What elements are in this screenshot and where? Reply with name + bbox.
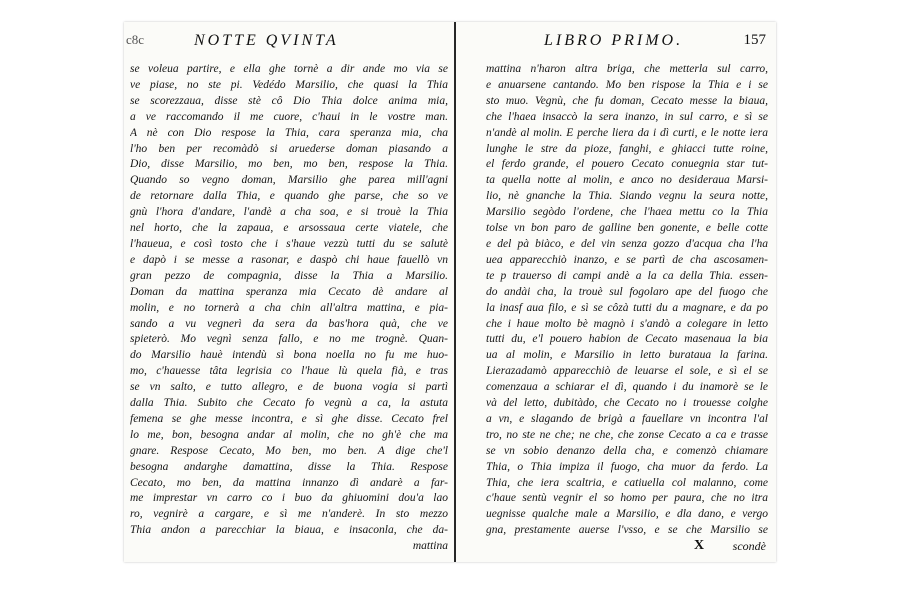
text-line: e dapò i se messe a rasonar, e daspò chi haue fauellò vn [130, 253, 448, 266]
text-line: femena se ghe messe incontra, e sì ghe disse. Cecato frel [130, 412, 448, 425]
text-line: me imprestar vn carro co i buo da ghiuomini dou'a lao [130, 492, 448, 505]
text-line: de retornare dalla Thia, e quando ghe parse, che so ve [130, 190, 448, 203]
left-page-text [130, 62, 448, 555]
text-line: lunghe le stre da pioze, fanghi, e ghiacci tutte roine, [486, 142, 768, 155]
text-line: te p trauerso di campi andè a la ca della Thia. essen- [486, 269, 768, 282]
text-line: spieterò. Mo vegnì senza fallo, e no me trognè. Quan- [130, 333, 448, 346]
text-line: Cecato, mo ben, da mattina innanzo dì andarè a far- [130, 476, 448, 489]
text-line: và del letto, dubitàdo, che Cecato no i trouesse colghe [486, 397, 768, 410]
text-line: mo, c'hauesse tâta legrisia co l'haue lù quela fià, e tras [130, 365, 448, 378]
text-line: e anuarsene cantando. Mo ben rispose la Thia e i se [486, 78, 768, 91]
text-line: tutti du, e'l pouero habion de Cecato masenaua la bia [486, 333, 768, 346]
text-line: molin, e no tornerà a cha chin all'altra mattina, e pia- [130, 301, 448, 314]
text-line: uea apparecchiò inanzo, e se partì de cha ascosamen- [486, 253, 768, 266]
text-line: se vn sobio denanzo della cha, e comenzò chiamare [486, 444, 768, 457]
text-line: Doman da mattina speranza mia Cecato dè andare al [130, 285, 448, 298]
text-line: c'haue sentù vegnir el so homo per paura, che no itra [486, 492, 768, 505]
text-line: ve piase, no ste pi. Vedédo Marsilio, che quasi la Thia [130, 78, 448, 91]
text-line: se voleua partire, e ella ghe tornè a dir ande mo via se [130, 63, 448, 75]
text-line: a ve raccomando il me cuore, c'haui in le vostre man. [130, 110, 448, 123]
right-page-text [486, 62, 768, 539]
text-line: ta quella notte al molin, e anco no desideraua Marsi- [486, 174, 768, 187]
signature-mark: X [694, 538, 705, 553]
text-line: tolse vn bon paro de galline ben gonente, e belle cotte [486, 222, 768, 235]
text-line: gna, prestamente auerse l'vsso, e se che Marsilio se [486, 524, 768, 537]
catchword: scondè [732, 539, 766, 553]
text-line: A nè con Dio respose la Thia, cara speranza mia, cha [130, 126, 448, 139]
text-line: l'ho ben per recomàdò si aruederse doman piasando a [130, 142, 448, 155]
text-line: Thia andon a parecchiar la biaua, e insaconla, che da- [130, 524, 448, 537]
text-line: gnù l'hora d'andare, l'andè a cha soa, e si trouè la Thia [130, 206, 448, 219]
text-line: uegnisse qualche male a Marsilio, e dla dano, e vergo [486, 508, 768, 521]
text-line: se scorezzaua, disse stè cô Dio Thia dolce anima mia, [130, 94, 448, 107]
text-line: ro, vegnirè a cargare, e sì me n'anderè. In sto mezzo [130, 508, 448, 521]
text-line: lo me, bon, besogna andar al molin, che no gh'è che ma [130, 428, 448, 441]
running-head-right: LIBRO PRIMO. [544, 32, 684, 49]
text-line: Thia, che iera scaltria, e catiuella col malanno, come [486, 476, 768, 489]
text-line: se vn salto, e tutto allegro, e de buona vogia si partì [130, 381, 448, 394]
right-page [456, 22, 776, 562]
text-line: dalla Thia. Subito che Cecato fo vegnù a ca, la astuta [130, 397, 448, 410]
text-line: tro, no ste ne che; ne che, che zonse Cecato a ca e trasse [486, 428, 768, 441]
text-line: la inasf aua filo, e sì se côzà tutti du a magnare, e da po [486, 301, 768, 314]
text-line: Marsilio segòdo l'ordene, che l'haea mettu co la Thia [486, 206, 768, 219]
text-line: comenzaua a schiarar el dì, quando i du inamorè se le [486, 381, 768, 394]
text-line: el ferdo grande, el pouero Cecato conuegnia star tut- [486, 158, 768, 171]
text-line: sto muo. Vegnù, che fu doman, Cecato messe la biaua, [486, 94, 768, 107]
text-line: n'andè al molin. E perche liera da i dì curti, e le notte iera [486, 126, 768, 139]
text-line: mattina n'haron altra briga, che metterla sul carro, [486, 63, 768, 75]
text-line: a vn, e slagando de brigà a fauellare vn incontra l'al [486, 412, 768, 425]
text-line: Dio, disse Marsilio, mo ben, mo ben, respose la Thia. [130, 158, 448, 171]
text-line: ua al molin, e Marsilio in letto burataua la farina. [486, 349, 768, 362]
text-line: gran pezzo de compagnia, disse la Thia a Marsilio. [130, 269, 448, 282]
text-line: che i haue molto bè magnò i s'andò a colegare in letto [486, 317, 768, 330]
running-head-left: NOTTE QVINTA [194, 32, 339, 49]
page-number: 157 [743, 32, 766, 48]
text-line: l'haueua, e così tosto che i s'haue vezzù tutti du se salutè [130, 237, 448, 250]
text-line: Thia, o Thia impiza il fuogo, cha muor da ferdo. La [486, 460, 768, 473]
text-line: e del pà biàco, e del vin senza gozzo d'acqua cha l'ha [486, 237, 768, 250]
text-line: do andài cha, la trouè sul fogolaro ape del fuogo che [486, 285, 768, 298]
text-line: do Marsilio hauè intendù sì bona noella no fu me huo- [130, 349, 448, 362]
text-line: lio, nè gnanche la Thia. Siando vegnu la seura notte, [486, 190, 768, 203]
text-line: sando a vu vegnerì da sera da bas'hora quà, che ve [130, 317, 448, 330]
text-line: che l'haea insaccò la sera inanzo, in sul carro, e sì se [486, 110, 768, 123]
text-line: Quando so vegno doman, Marsilio ghe parea mill'agni [130, 174, 448, 187]
text-line: besogna andarghe damattina, disse la Thia. Respose [130, 460, 448, 473]
text-line: mattina [412, 540, 448, 553]
corner-mark: c8c [126, 32, 145, 47]
left-page [124, 22, 456, 562]
text-line: nel horto, che la zapaua, e arsossaua certe viatele, che [130, 222, 448, 235]
text-line: Lierazadamò apparecchiò de leuarse el sole, e sì el se [486, 365, 768, 378]
text-line: gnare. Respose Cecato, Mo ben, mo ben. A dige che'l [130, 444, 448, 457]
